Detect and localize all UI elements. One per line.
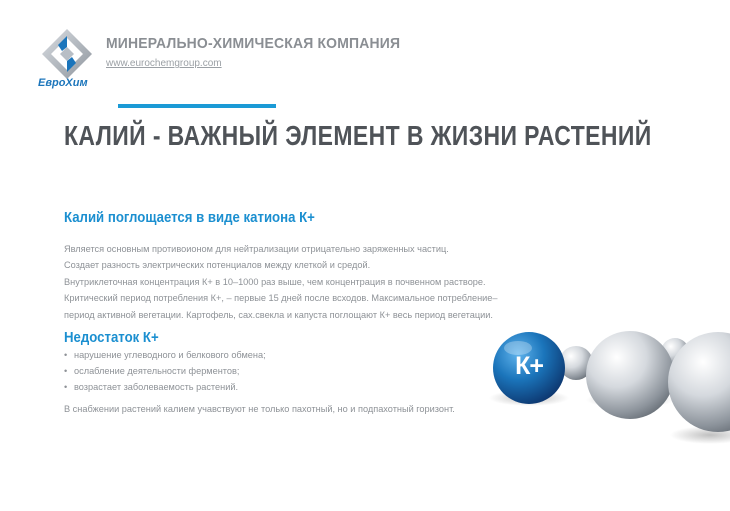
section-heading-deficiency: Недостаток К+ bbox=[64, 329, 159, 346]
bullet-icon: • bbox=[64, 382, 68, 393]
subsoil-note: В снабжении растений калием учавствуют не только пахотный, но и подпахотный горизонт. bbox=[64, 404, 455, 414]
paragraph-line: Критический период потребления К+, – первые 15 дней после всходов. Максимальное потребление– bbox=[64, 293, 498, 304]
accent-divider bbox=[118, 104, 276, 108]
bullet-icon: • bbox=[64, 350, 68, 360]
list-item-text: нарушение углеводного и белкового обмена; bbox=[74, 350, 266, 360]
silver-sphere bbox=[586, 331, 674, 419]
bullet-icon: • bbox=[64, 366, 68, 377]
potassium-label: К+ bbox=[515, 352, 543, 380]
paragraph-line: Является основным противоионом для нейтрализации отрицательно заряженных частиц. bbox=[64, 244, 449, 254]
paragraph-line: Создает разность электрических потенциалов между клеткой и средой. bbox=[64, 260, 371, 271]
company-name: МИНЕРАЛЬНО-ХИМИЧЕСКАЯ КОМПАНИЯ bbox=[106, 35, 401, 52]
website-link[interactable]: www.eurochemgroup.com bbox=[106, 58, 222, 69]
list-item-text: возрастает заболеваемость растений. bbox=[74, 382, 239, 393]
page-title: КАЛИЙ - ВАЖНЫЙ ЭЛЕМЕНТ В ЖИЗНИ РАСТЕНИЙ bbox=[64, 120, 652, 151]
list-item bbox=[64, 379, 266, 395]
list-item bbox=[64, 347, 266, 363]
deficiency-list bbox=[64, 347, 266, 396]
list-item bbox=[64, 363, 266, 379]
paragraph-line: Внутриклеточная концентрация К+ в 10–1000 раз выше, чем концентрация в почвенном растворе. bbox=[64, 276, 486, 287]
logo-text: ЕвроХим bbox=[38, 77, 88, 89]
list-item-text: ослабление деятельности ферментов; bbox=[74, 366, 240, 377]
absorption-paragraph bbox=[64, 241, 534, 323]
section-heading-absorption: Калий поглощается в виде катиона К+ bbox=[64, 209, 315, 226]
paragraph-line: период активной вегетации. Картофель, сах.свекла и капуста поглощают К+ весь период вегетации. bbox=[64, 309, 493, 320]
